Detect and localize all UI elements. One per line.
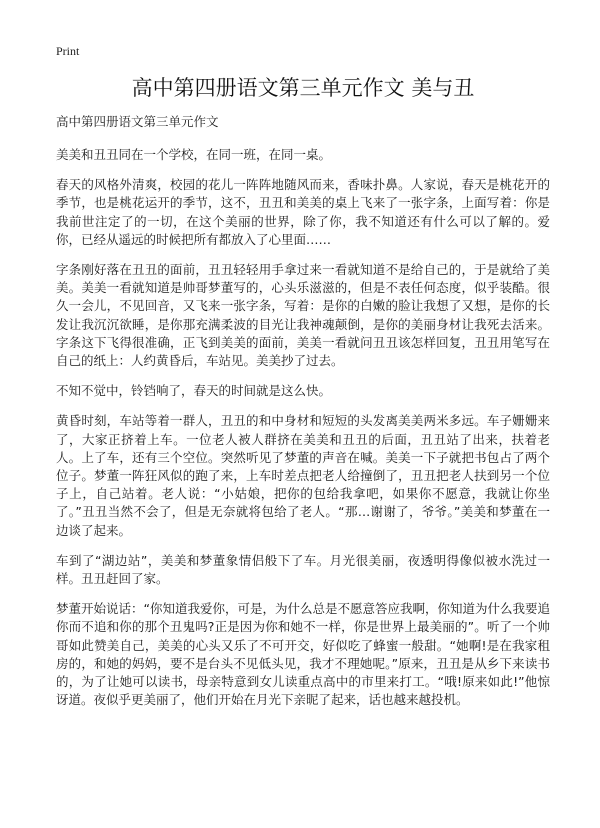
paragraph-6: 车到了“湖边站”，美美和梦董象情侣般下了车。月光很美丽，夜透明得像似被水洗过一样。丑丑赶回了家。 bbox=[56, 552, 550, 587]
paragraph-3: 字条刚好落在丑丑的面前，丑丑轻轻用手拿过来一看就知道不是给自己的，于是就给了美美。美美一看就知道是帅哥梦董写的，心头乐滋滋的，但是不表任何态度，似乎装酷。很久一会儿，不见回音，又飞来一张字条，写着：是你的白嫩的脸让我想了又想，是你的长发让我沉沉欲睡，是你那充满柔波的目光让我神魂颠倒，是你的美丽身材让我死去活来。字条这下飞得很准确，正飞到美美的面前，美美一看就问丑丑该怎样回复，丑丑用笔写在自己的纸上：人约黄昏后，车站见。美美抄了过去。 bbox=[56, 262, 550, 369]
subheading: 高中第四册语文第三单元作文 bbox=[56, 114, 219, 129]
paragraph-1: 美美和丑丑同在一个学校，在同一班，在同一桌。 bbox=[56, 147, 332, 162]
print-link[interactable]: Print bbox=[56, 44, 80, 58]
paragraph-7: 梦董开始说话：“你知道我爱你，可是，为什么总是不愿意答应我啊，你知道为什么我要追你而不追和你的那个丑鬼吗?正是因为你和她不一样，你是世界上最美丽的”。听了一个帅哥如此赞美自己，美美的心头又乐了不可开交，好似吃了蜂蜜一般甜。“她啊!是在我家租房的，和她的妈妈，要不是台头不见低头见，我才不理她呢。”原来，丑丑是从乡下来读书的，为了让她可以读书，母亲特意到女儿读重点高中的市里来打工。“哦!原来如此!”他惊讶道。夜似乎更美丽了，他们开始在月光下亲昵了起来，话也越来越投机。 bbox=[56, 601, 550, 708]
paragraph-4: 不知不觉中，铃铛响了，春天的时间就是这么快。 bbox=[56, 383, 332, 399]
page-title: 高中第四册语文第三单元作文 美与丑 bbox=[131, 76, 475, 100]
paragraph-5: 黄昏时刻，车站等着一群人，丑丑的和中身材和短短的头发离美美两米多远。车子姗姗来了，大家正挤着上车。一位老人被人群挤在美美和丑丑的后面，丑丑站了出来，扶着老人。上了车，还有三个空位。突然听见了梦董的声音在喊。美美一下子就把书包占了两个位子。梦董一阵狂风似的跑了来，上车时差点把老人给撞倒了，丑丑把老人扶到另一个位子上，自己站着。老人说：“小姑娘，把你的包给我拿吧，如果你不愿意，我就让你坐了。”丑丑当然不会了，但是无奈就将包给了老人。“那…谢谢了，爷爷。”美美和梦董在一边谈了起来。 bbox=[56, 413, 550, 538]
paragraph-2: 春天的风格外清爽，校园的花儿一阵阵地随风而来，香味扑鼻。人家说，春天是桃花开的季节，也是桃花运开的季节，这不，丑丑和美美的桌上飞来了一张字条，上面写着：你是我前世注定了的一切，在这个美丽的世界，除了你，我不知道还有什么可以了解的。爱你，已经从遥远的时候把所有都放入了心里面…… bbox=[56, 177, 550, 247]
